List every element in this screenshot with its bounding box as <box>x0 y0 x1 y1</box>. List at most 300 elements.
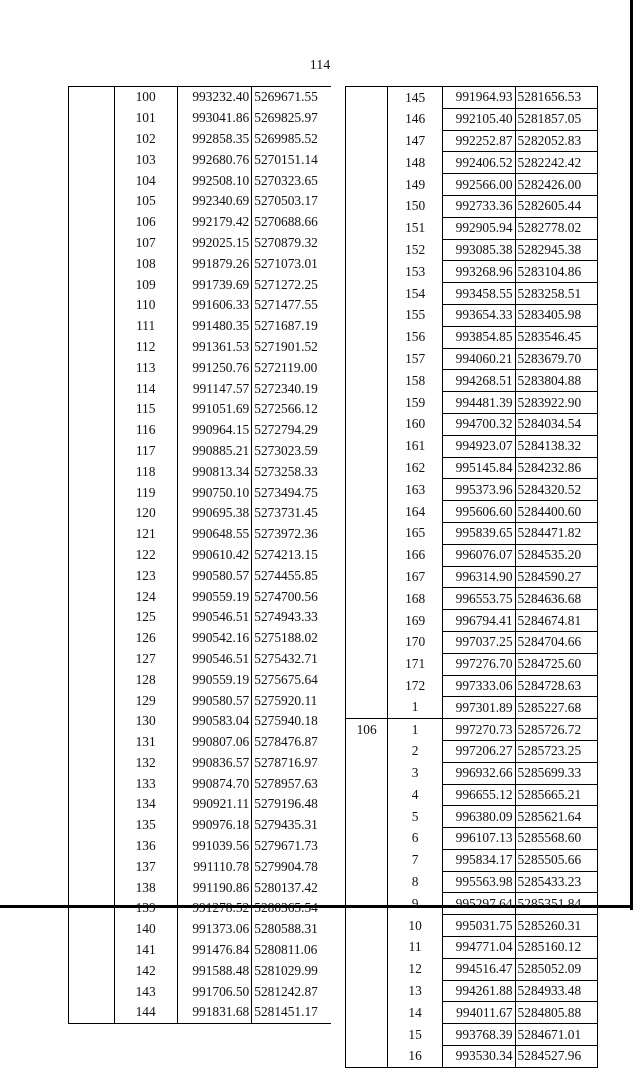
x-coordinate-cell: 990976.18 <box>177 815 252 836</box>
y-coordinate-cell: 5284636.68 <box>515 588 597 610</box>
point-number-cell: 1 <box>388 719 443 741</box>
x-coordinate-cell: 995839.65 <box>443 522 516 544</box>
table-row <box>346 370 598 392</box>
x-coordinate-cell: 997037.25 <box>443 631 516 653</box>
point-number-cell: 13 <box>408 983 422 999</box>
plot-number-cell <box>69 877 115 898</box>
x-coordinate-cell: 995145.84 <box>443 457 516 479</box>
table-row <box>69 274 332 295</box>
table-row <box>69 856 332 877</box>
y-coordinate-cell: 5280811.06 <box>254 942 318 958</box>
y-coordinate-cell: 5281242.87 <box>254 983 318 999</box>
point-number-cell: 146 <box>405 111 426 127</box>
plot-number-cell <box>346 828 388 850</box>
x-coordinate-cell: 990921.11 <box>177 794 252 815</box>
x-coordinate-cell: 992406.52 <box>443 152 516 174</box>
plot-number-cell <box>69 773 115 794</box>
table-row <box>69 337 332 358</box>
y-coordinate-cell: 5273258.33 <box>254 463 318 479</box>
point-number-cell: 145 <box>405 89 426 105</box>
point-number-cell: 149 <box>405 176 426 192</box>
x-coordinate-cell: 992252.87 <box>443 130 516 152</box>
plot-number-cell <box>69 482 115 503</box>
plot-number-cell <box>346 326 388 348</box>
point-number-cell: 163 <box>405 481 426 497</box>
point-number-cell: 126 <box>114 628 177 649</box>
x-coordinate-cell: 991147.57 <box>177 378 252 399</box>
x-coordinate-cell: 990580.57 <box>177 690 252 711</box>
y-coordinate-cell: 5283405.98 <box>515 304 597 326</box>
table-row <box>346 719 598 741</box>
plot-number-cell <box>346 87 388 109</box>
x-coordinate-cell: 992566.00 <box>443 174 516 196</box>
point-number-cell: 12 <box>408 961 422 977</box>
plot-number-cell: 106 <box>346 719 388 741</box>
plot-number-cell <box>346 370 388 392</box>
table-row <box>69 607 332 628</box>
table-row <box>346 348 598 370</box>
table-row <box>69 357 332 378</box>
plot-number-cell <box>69 1002 115 1023</box>
plot-number-cell <box>346 849 388 871</box>
table-row <box>346 392 598 414</box>
table-row <box>346 937 598 959</box>
y-coordinate-cell: 5285227.68 <box>515 697 597 719</box>
plot-number-cell <box>69 129 115 150</box>
x-coordinate-cell: 992858.35 <box>177 129 252 150</box>
table-row <box>346 828 598 850</box>
x-coordinate-cell: 991039.56 <box>177 836 252 857</box>
point-number-cell: 104 <box>114 170 177 191</box>
table-row <box>346 697 598 719</box>
table-row <box>346 435 598 457</box>
point-number-cell: 172 <box>405 677 426 693</box>
table-row <box>346 479 598 501</box>
y-coordinate-cell: 5269825.97 <box>254 110 318 126</box>
table-row <box>346 108 598 130</box>
point-number-cell: 123 <box>114 565 177 586</box>
point-number-cell: 10 <box>408 917 422 933</box>
x-coordinate-cell: 993854.85 <box>443 326 516 348</box>
coordinates-table-right <box>345 86 598 1068</box>
y-coordinate-cell: 5271272.25 <box>254 276 318 292</box>
point-number-cell: 153 <box>405 263 426 279</box>
y-coordinate-cell: 5272794.29 <box>254 422 318 438</box>
x-coordinate-cell: 997206.27 <box>443 740 516 762</box>
y-coordinate-cell: 5273494.75 <box>254 484 318 500</box>
plot-number-cell <box>346 174 388 196</box>
x-coordinate-cell: 991361.53 <box>177 337 252 358</box>
y-coordinate-cell: 5285351.84 <box>515 893 597 915</box>
plot-number-cell <box>69 295 115 316</box>
point-number-cell: 165 <box>405 525 426 541</box>
point-number-cell: 144 <box>114 1002 177 1023</box>
plot-number-cell <box>346 392 388 414</box>
table-row <box>69 524 332 545</box>
y-coordinate-cell: 5284535.20 <box>515 544 597 566</box>
plot-number-cell <box>346 566 388 588</box>
y-coordinate-cell: 5280588.31 <box>254 921 318 937</box>
table-row <box>346 304 598 326</box>
plot-number-cell <box>69 545 115 566</box>
y-coordinate-cell: 5284725.60 <box>515 653 597 675</box>
y-coordinate-cell: 5274455.85 <box>254 567 318 583</box>
x-coordinate-cell: 996655.12 <box>443 784 516 806</box>
y-coordinate-cell: 5285160.12 <box>515 937 597 959</box>
y-coordinate-cell: 5270879.32 <box>254 234 318 250</box>
table-row <box>69 295 332 316</box>
x-coordinate-cell: 994516.47 <box>443 958 516 980</box>
x-coordinate-cell: 992340.69 <box>177 191 252 212</box>
y-coordinate-cell: 5284471.82 <box>515 522 597 544</box>
y-coordinate-cell: 5283804.88 <box>515 370 597 392</box>
point-number-cell: 100 <box>114 87 177 108</box>
y-coordinate-cell: 5283258.51 <box>515 283 597 305</box>
plot-number-cell <box>346 261 388 283</box>
x-coordinate-cell: 991051.69 <box>177 399 252 420</box>
y-coordinate-cell: 5278957.63 <box>254 775 318 791</box>
x-coordinate-cell: 994700.32 <box>443 413 516 435</box>
point-number-cell: 109 <box>114 274 177 295</box>
table-row <box>69 1002 332 1023</box>
x-coordinate-cell: 994771.04 <box>443 937 516 959</box>
y-coordinate-cell: 5284400.60 <box>515 501 597 523</box>
table-row <box>69 378 332 399</box>
point-number-cell: 160 <box>405 416 426 432</box>
x-coordinate-cell: 993041.86 <box>177 108 252 129</box>
point-number-cell: 158 <box>405 372 426 388</box>
point-number-cell: 159 <box>405 394 426 410</box>
plot-number-cell <box>69 690 115 711</box>
y-coordinate-cell: 5271073.01 <box>254 255 318 271</box>
table-row <box>69 212 332 233</box>
y-coordinate-cell: 5278476.87 <box>254 734 318 750</box>
plot-number-cell <box>69 732 115 753</box>
x-coordinate-cell: 990559.19 <box>177 586 252 607</box>
y-coordinate-cell: 5281451.17 <box>254 1004 318 1020</box>
plot-number-cell <box>69 503 115 524</box>
point-number-cell: 118 <box>114 461 177 482</box>
x-coordinate-cell: 990874.70 <box>177 773 252 794</box>
table-row <box>346 522 598 544</box>
x-coordinate-cell: 995031.75 <box>443 915 516 937</box>
x-coordinate-cell: 990807.06 <box>177 732 252 753</box>
plot-number-cell <box>69 981 115 1002</box>
plot-number-cell <box>69 108 115 129</box>
x-coordinate-cell: 992905.94 <box>443 217 516 239</box>
point-number-cell: 107 <box>114 233 177 254</box>
plot-number-cell <box>69 815 115 836</box>
x-coordinate-cell: 990583.04 <box>177 711 252 732</box>
y-coordinate-cell: 5275188.02 <box>254 630 318 646</box>
plot-number-cell <box>69 274 115 295</box>
x-coordinate-cell: 990836.57 <box>177 753 252 774</box>
plot-number-cell <box>346 501 388 523</box>
coordinates-table-right-body <box>346 87 598 1068</box>
plot-number-cell <box>69 378 115 399</box>
point-number-cell: 161 <box>405 438 426 454</box>
y-coordinate-cell: 5282605.44 <box>515 195 597 217</box>
x-coordinate-cell: 994481.39 <box>443 392 516 414</box>
table-row <box>346 326 598 348</box>
plot-number-cell <box>346 130 388 152</box>
point-number-cell: 116 <box>114 420 177 441</box>
table-row <box>346 915 598 937</box>
x-coordinate-cell: 996107.13 <box>443 828 516 850</box>
plot-number-cell <box>69 191 115 212</box>
plot-number-cell <box>69 856 115 877</box>
table-row <box>346 501 598 523</box>
x-coordinate-cell: 992105.40 <box>443 108 516 130</box>
x-coordinate-cell: 991250.76 <box>177 357 252 378</box>
point-number-cell: 122 <box>114 545 177 566</box>
point-number-cell: 102 <box>114 129 177 150</box>
table-row <box>346 457 598 479</box>
coordinates-table-left <box>68 86 331 1024</box>
x-coordinate-cell: 990695.38 <box>177 503 252 524</box>
plot-number-cell <box>346 195 388 217</box>
x-coordinate-cell: 991373.06 <box>177 919 252 940</box>
y-coordinate-cell: 5281029.99 <box>254 962 318 978</box>
x-coordinate-cell: 997301.89 <box>443 697 516 719</box>
plot-number-cell <box>346 1002 388 1024</box>
y-coordinate-cell: 5284933.48 <box>515 980 597 1002</box>
table-row <box>69 711 332 732</box>
point-number-cell: 14 <box>408 1004 422 1020</box>
y-coordinate-cell: 5279671.73 <box>254 838 318 854</box>
plot-number-cell <box>346 1046 388 1068</box>
point-number-cell: 135 <box>114 815 177 836</box>
x-coordinate-cell: 993768.39 <box>443 1024 516 1046</box>
x-coordinate-cell: 992025.15 <box>177 233 252 254</box>
point-number-cell: 148 <box>405 154 426 170</box>
y-coordinate-cell: 5284034.54 <box>515 413 597 435</box>
plot-number-cell <box>69 149 115 170</box>
point-number-cell: 115 <box>114 399 177 420</box>
point-number-cell: 8 <box>411 874 419 890</box>
y-coordinate-cell: 5284138.32 <box>515 435 597 457</box>
y-coordinate-cell: 5283922.90 <box>515 392 597 414</box>
x-coordinate-cell: 995563.98 <box>443 871 516 893</box>
y-coordinate-cell: 5284805.88 <box>515 1002 597 1024</box>
x-coordinate-cell: 990610.42 <box>177 545 252 566</box>
table-row <box>346 762 598 784</box>
point-number-cell: 124 <box>114 586 177 607</box>
y-coordinate-cell: 5279435.31 <box>254 817 318 833</box>
plot-number-cell <box>346 697 388 719</box>
table-row <box>69 753 332 774</box>
table-row <box>69 482 332 503</box>
table-row <box>69 836 332 857</box>
plot-number-cell <box>69 212 115 233</box>
table-row <box>346 566 598 588</box>
point-number-cell: 136 <box>114 836 177 857</box>
plot-number-cell <box>69 253 115 274</box>
table-row <box>346 261 598 283</box>
x-coordinate-cell: 990580.57 <box>177 565 252 586</box>
point-number-cell: 167 <box>405 568 426 584</box>
plot-number-cell <box>346 762 388 784</box>
plot-number-cell <box>69 898 115 919</box>
y-coordinate-cell: 5272119.00 <box>254 359 318 375</box>
table-row <box>346 1024 598 1046</box>
plot-number-cell <box>69 337 115 358</box>
point-number-cell: 15 <box>408 1026 422 1042</box>
y-coordinate-cell: 5284704.66 <box>515 631 597 653</box>
plot-number-cell <box>346 806 388 828</box>
table-row <box>69 170 332 191</box>
plot-number-cell <box>346 893 388 915</box>
y-coordinate-cell: 5275675.64 <box>254 671 318 687</box>
x-coordinate-cell: 996314.90 <box>443 566 516 588</box>
y-coordinate-cell: 5284671.01 <box>515 1024 597 1046</box>
table-row <box>346 283 598 305</box>
table-row <box>346 631 598 653</box>
plot-number-cell <box>69 628 115 649</box>
table-row <box>69 149 332 170</box>
table-row <box>346 784 598 806</box>
plot-number-cell <box>346 588 388 610</box>
table-row <box>69 108 332 129</box>
x-coordinate-cell: 992508.10 <box>177 170 252 191</box>
x-coordinate-cell: 993268.96 <box>443 261 516 283</box>
point-number-cell: 139 <box>114 898 177 919</box>
point-number-cell: 140 <box>114 919 177 940</box>
x-coordinate-cell: 990546.51 <box>177 607 252 628</box>
point-number-cell: 157 <box>405 350 426 366</box>
plot-number-cell <box>346 1024 388 1046</box>
table-row <box>69 565 332 586</box>
plot-number-cell <box>346 631 388 653</box>
plot-number-cell <box>346 610 388 632</box>
table-row <box>69 586 332 607</box>
point-number-cell: 151 <box>405 220 426 236</box>
plot-number-cell <box>69 233 115 254</box>
y-coordinate-cell: 5282778.02 <box>515 217 597 239</box>
table-row <box>69 461 332 482</box>
plot-number-cell <box>69 316 115 337</box>
point-number-cell: 170 <box>405 634 426 650</box>
plot-number-cell <box>69 711 115 732</box>
table-row <box>69 732 332 753</box>
x-coordinate-cell: 991588.48 <box>177 960 252 981</box>
table-row <box>346 413 598 435</box>
x-coordinate-cell: 990546.51 <box>177 649 252 670</box>
y-coordinate-cell: 5275432.71 <box>254 650 318 666</box>
y-coordinate-cell: 5273731.45 <box>254 505 318 521</box>
point-number-cell: 113 <box>114 357 177 378</box>
y-coordinate-cell: 5270151.14 <box>254 151 318 167</box>
point-number-cell: 117 <box>114 441 177 462</box>
y-coordinate-cell: 5285723.25 <box>515 740 597 762</box>
plot-number-cell <box>346 217 388 239</box>
plot-number-cell <box>69 461 115 482</box>
x-coordinate-cell: 991879.26 <box>177 253 252 274</box>
x-coordinate-cell: 991110.78 <box>177 856 252 877</box>
plot-number-cell <box>346 435 388 457</box>
table-row <box>69 815 332 836</box>
point-number-cell: 143 <box>114 981 177 1002</box>
page-border-right <box>630 0 633 910</box>
y-coordinate-cell: 5281857.05 <box>515 108 597 130</box>
x-coordinate-cell: 993085.38 <box>443 239 516 261</box>
x-coordinate-cell: 993458.55 <box>443 283 516 305</box>
y-coordinate-cell: 5272340.19 <box>254 380 318 396</box>
point-number-cell: 168 <box>405 590 426 606</box>
plot-number-cell <box>346 784 388 806</box>
table-row <box>346 740 598 762</box>
y-coordinate-cell: 5275920.11 <box>254 692 318 708</box>
point-number-cell: 134 <box>114 794 177 815</box>
x-coordinate-cell: 997276.70 <box>443 653 516 675</box>
table-row <box>69 129 332 150</box>
point-number-cell: 155 <box>405 307 426 323</box>
point-number-cell: 11 <box>408 939 422 955</box>
table-row <box>346 544 598 566</box>
point-number-cell: 6 <box>411 830 419 846</box>
table-row <box>69 940 332 961</box>
point-number-cell: 127 <box>114 649 177 670</box>
x-coordinate-cell: 997333.06 <box>443 675 516 697</box>
x-coordinate-cell: 996932.66 <box>443 762 516 784</box>
plot-number-cell <box>346 304 388 326</box>
point-number-cell: 138 <box>114 877 177 898</box>
table-row <box>346 588 598 610</box>
point-number-cell: 101 <box>114 108 177 129</box>
plot-number-cell <box>69 919 115 940</box>
point-number-cell: 128 <box>114 669 177 690</box>
table-row <box>346 849 598 871</box>
plot-number-cell <box>69 649 115 670</box>
table-row <box>69 960 332 981</box>
table-row <box>69 503 332 524</box>
point-number-cell: 1 <box>411 699 419 715</box>
x-coordinate-cell: 990648.55 <box>177 524 252 545</box>
plot-number-cell <box>69 441 115 462</box>
plot-number-cell <box>69 524 115 545</box>
table-row <box>346 653 598 675</box>
x-coordinate-cell: 990542.16 <box>177 628 252 649</box>
y-coordinate-cell: 5284527.96 <box>515 1046 597 1068</box>
table-row <box>346 87 598 109</box>
plot-number-cell <box>346 348 388 370</box>
point-number-cell: 121 <box>114 524 177 545</box>
y-coordinate-cell: 5271477.55 <box>254 297 318 313</box>
plot-number-cell <box>346 457 388 479</box>
point-number-cell: 103 <box>114 149 177 170</box>
y-coordinate-cell: 5271901.52 <box>254 338 318 354</box>
table-row <box>346 871 598 893</box>
y-coordinate-cell: 5283546.45 <box>515 326 597 348</box>
plot-number-cell <box>346 653 388 675</box>
y-coordinate-cell: 5283104.86 <box>515 261 597 283</box>
table-row <box>346 958 598 980</box>
y-coordinate-cell: 5271687.19 <box>254 318 318 334</box>
x-coordinate-cell: 992680.76 <box>177 149 252 170</box>
table-row <box>346 174 598 196</box>
y-coordinate-cell: 5274943.33 <box>254 609 318 625</box>
plot-number-cell <box>69 87 115 108</box>
x-coordinate-cell: 994261.88 <box>443 980 516 1002</box>
point-number-cell: 111 <box>114 316 177 337</box>
table-row <box>69 794 332 815</box>
y-coordinate-cell: 5283679.70 <box>515 348 597 370</box>
y-coordinate-cell: 5272566.12 <box>254 401 318 417</box>
table-row <box>69 898 332 919</box>
table-row <box>69 316 332 337</box>
point-number-cell: 150 <box>405 198 426 214</box>
y-coordinate-cell: 5273023.59 <box>254 442 318 458</box>
